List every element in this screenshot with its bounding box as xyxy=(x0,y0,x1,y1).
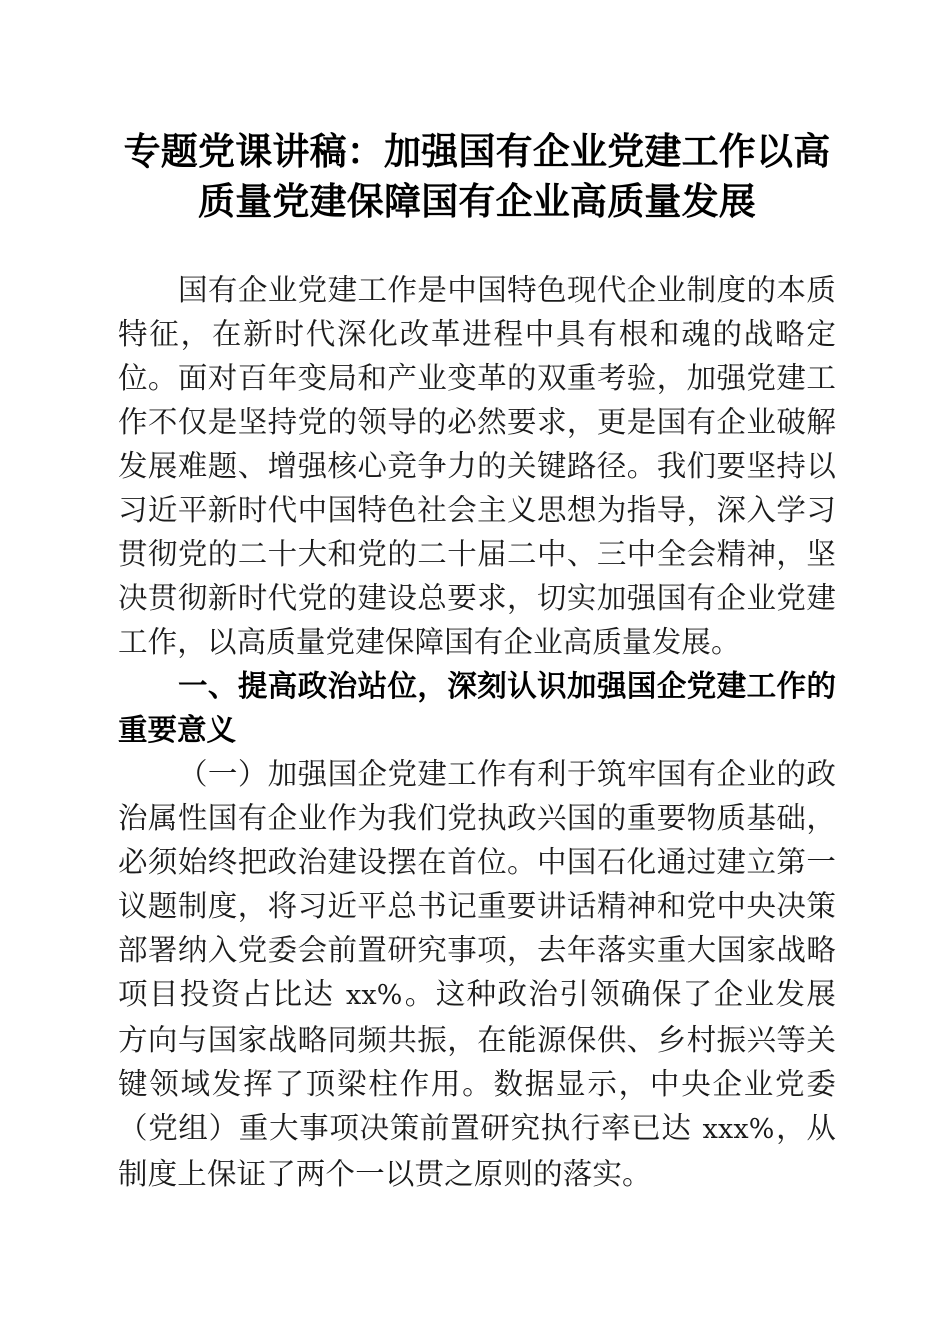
subsection-1-text-part-2: 。这种政治引领确保了企业发展方向与国家战略同频共振，在能源保供、乡村振兴等关键领域发挥了顶梁柱作用。数据显示，中央企业党委（党组）重大事项决策前置研究执行率已达 xyxy=(118,977,837,1145)
subsection-1-text-part-3: ，从制度上保证了两个一以贯之原则的落实。 xyxy=(118,1111,836,1191)
subsection-1-paragraph xyxy=(118,752,836,1196)
document-content xyxy=(118,0,836,1196)
intro-paragraph: 国有企业党建工作是中国特色现代企业制度的本质特征，在新时代深化改革进程中具有根和魂的战略定位。面对百年变局和产业变革的双重考验，加强党建工作不仅是坚持党的领导的必然要求，更是国有企业破解发展难题、增强核心竞争力的关键路径。我们要坚持以习近平新时代中国特色社会主义思想为指导，深入学习贯彻党的二十大和党的二十届二中、三中全会精神，坚决贯彻新时代党的建设总要求，切实加强国有企业党建工作，以高质量党建保障国有企业高质量发展。 xyxy=(118,273,836,659)
statistic-placeholder-investment-share: xx% xyxy=(346,980,403,1011)
section-heading-1: 一、提高政治站位，深刻认识加强国企党建工作的重要意义 xyxy=(118,669,836,747)
statistic-placeholder-execution-rate: xxx% xyxy=(702,1114,775,1145)
document-title: 专题党课讲稿：加强国有企业党建工作以高质量党建保障国有企业高质量发展 xyxy=(123,129,831,223)
subsection-1-text-part-1: （一）加强国企党建工作有利于筑牢国有企业的政治属性国有企业作为我们党执政兴国的重要物质基础，必须始终把政治建设摆在首位。中国石化通过建立第一议题制度，将习近平总书记重要讲话精神和党中央决策部署纳入党委会前置研究事项，去年落实重大国家战略项目投资占比达 xyxy=(118,757,836,1011)
